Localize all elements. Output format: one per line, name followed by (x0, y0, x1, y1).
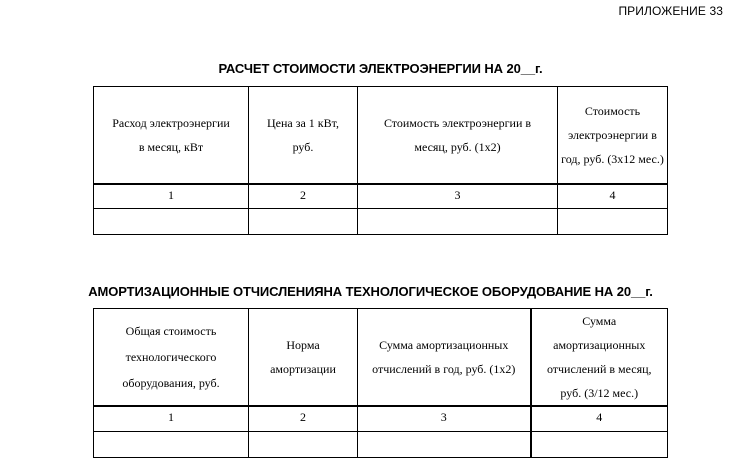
header-cell: Расход электроэнергии в месяц, кВт (94, 87, 249, 184)
table-number-row (94, 406, 668, 431)
electricity-cost-table (93, 86, 668, 235)
header-cell: Общая стоимость технологического оборудования, руб. (94, 309, 249, 407)
table-header-row (94, 87, 668, 184)
column-number: 1 (94, 184, 249, 209)
column-number: 3 (358, 184, 558, 209)
empty-cell[interactable] (249, 431, 358, 457)
empty-cell[interactable] (358, 209, 558, 235)
column-number: 4 (558, 184, 668, 209)
header-cell: Норма амортизации (249, 309, 358, 407)
empty-cell[interactable] (558, 209, 668, 235)
header-cell: Сумма амортизационных отчислений в месяц, руб. (3/12 мес.) (531, 309, 668, 407)
empty-cell[interactable] (249, 209, 358, 235)
header-cell: Стоимость электроэнергии в месяц, руб. (1х2) (358, 87, 558, 184)
column-number: 1 (94, 406, 249, 431)
column-number: 2 (249, 184, 358, 209)
empty-cell[interactable] (94, 209, 249, 235)
column-number: 2 (249, 406, 358, 431)
appendix-label: ПРИЛОЖЕНИЕ 33 (618, 4, 723, 18)
empty-cell[interactable] (94, 431, 249, 457)
header-cell: Цена за 1 кВт, руб. (249, 87, 358, 184)
column-number: 3 (358, 406, 531, 431)
table-row (94, 209, 668, 235)
table-header-row (94, 309, 668, 407)
depreciation-table (93, 308, 668, 458)
empty-cell[interactable] (531, 431, 668, 457)
header-cell: Сумма амортизационных отчислений в год, руб. (1х2) (358, 309, 531, 407)
empty-cell[interactable] (358, 431, 531, 457)
table-row (94, 431, 668, 457)
table-number-row (94, 184, 668, 209)
table1-title: РАСЧЕТ СТОИМОСТИ ЭЛЕКТРОЭНЕРГИИ НА 20__г. (218, 61, 543, 76)
column-number: 4 (531, 406, 668, 431)
table2-title: АМОРТИЗАЦИОННЫЕ ОТЧИСЛЕНИЯНА ТЕХНОЛОГИЧЕСКОЕ ОБОРУДОВАНИЕ НА 20__г. (88, 284, 653, 299)
header-cell: Стоимость электроэнергии в год, руб. (3х12 мес.) (558, 87, 668, 184)
